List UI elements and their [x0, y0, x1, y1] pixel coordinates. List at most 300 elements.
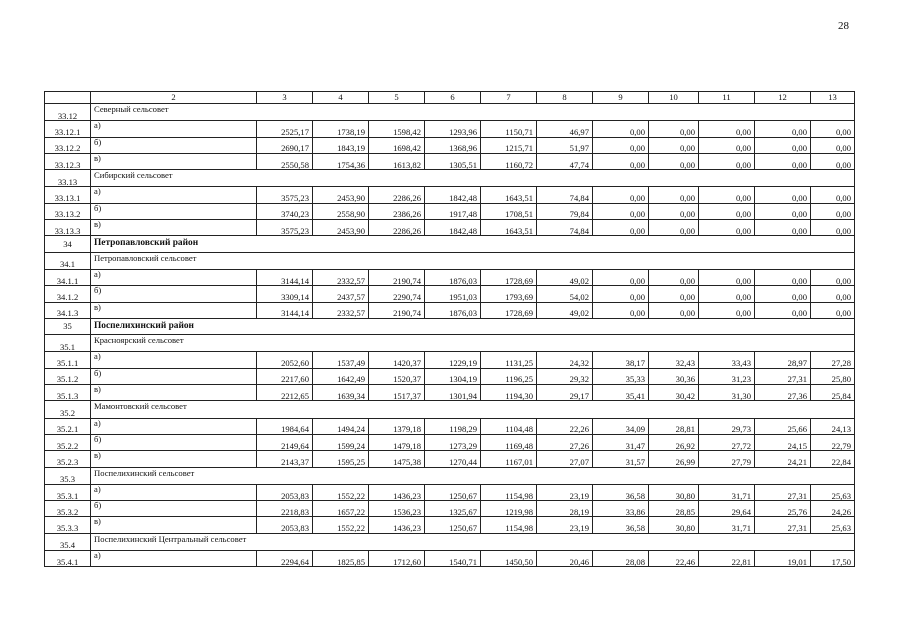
value-cell: 32,43 [649, 352, 699, 368]
value-cell: 0,00 [593, 121, 649, 137]
value-cell: 1154,98 [481, 484, 537, 500]
value-cell: 1537,49 [313, 352, 369, 368]
value-cell: 24,32 [537, 352, 593, 368]
value-cell: 1754,36 [313, 153, 369, 169]
value-cell: 19,01 [755, 551, 811, 567]
value-cell: 29,32 [537, 368, 593, 384]
value-cell: 0,00 [755, 137, 811, 153]
value-cell: 1250,67 [425, 517, 481, 533]
section-code: 35.1 [45, 335, 91, 352]
value-cell: 1450,50 [481, 551, 537, 567]
value-cell: 28,85 [649, 501, 699, 517]
value-cell: 1475,38 [369, 451, 425, 467]
value-cell: 1540,71 [425, 551, 481, 567]
value-cell: 49,02 [537, 302, 593, 318]
section-row [45, 401, 855, 418]
row-code: 35.3.1 [45, 484, 91, 500]
value-cell: 22,84 [811, 451, 855, 467]
header-cell: 6 [425, 92, 481, 104]
row-code: 34.1.2 [45, 286, 91, 302]
value-cell: 79,84 [537, 203, 593, 219]
value-cell: 1876,03 [425, 302, 481, 318]
value-cell: 27,31 [755, 368, 811, 384]
header-cell: 12 [755, 92, 811, 104]
value-cell: 2332,57 [313, 302, 369, 318]
table-row [45, 121, 855, 137]
value-cell: 2550,58 [257, 153, 313, 169]
value-cell: 1379,18 [369, 418, 425, 434]
value-cell: 1250,67 [425, 484, 481, 500]
district-name: Петропавловский район [91, 236, 855, 252]
header-row [45, 92, 855, 104]
value-cell: 27,28 [811, 352, 855, 368]
section-name: Поспелихинский сельсовет [91, 467, 855, 484]
section-name: Сибирский сельсовет [91, 170, 855, 187]
value-cell: 1301,94 [425, 385, 481, 401]
value-cell: 3740,23 [257, 203, 313, 219]
tariff-table [44, 91, 855, 567]
value-cell: 1325,67 [425, 501, 481, 517]
value-cell: 1436,23 [369, 517, 425, 533]
value-cell: 0,00 [649, 269, 699, 285]
value-cell: 1599,24 [313, 434, 369, 450]
value-cell: 29,73 [699, 418, 755, 434]
header-cell: 2 [91, 92, 257, 104]
value-cell: 31,71 [699, 517, 755, 533]
value-cell: 1552,22 [313, 517, 369, 533]
value-cell: 3575,23 [257, 220, 313, 236]
table-row [45, 269, 855, 285]
value-cell: 0,00 [811, 286, 855, 302]
value-cell: 2437,57 [313, 286, 369, 302]
value-cell: 0,00 [755, 203, 811, 219]
value-cell: 0,00 [755, 269, 811, 285]
row-code: 35.3.2 [45, 501, 91, 517]
section-row [45, 467, 855, 484]
row-code: 35.1.1 [45, 352, 91, 368]
row-label: а) [91, 551, 257, 567]
value-cell: 1642,49 [313, 368, 369, 384]
value-cell: 0,00 [811, 121, 855, 137]
value-cell: 0,00 [649, 220, 699, 236]
value-cell: 2294,64 [257, 551, 313, 567]
value-cell: 25,63 [811, 517, 855, 533]
value-cell: 1613,82 [369, 153, 425, 169]
table-row [45, 153, 855, 169]
table-body [45, 92, 855, 567]
value-cell: 27,31 [755, 484, 811, 500]
row-code: 33.12.1 [45, 121, 91, 137]
row-label: в) [91, 517, 257, 533]
value-cell: 1793,69 [481, 286, 537, 302]
value-cell: 2386,26 [369, 203, 425, 219]
value-cell: 49,02 [537, 269, 593, 285]
value-cell: 2149,64 [257, 434, 313, 450]
value-cell: 2286,26 [369, 220, 425, 236]
value-cell: 33,43 [699, 352, 755, 368]
value-cell: 2332,57 [313, 269, 369, 285]
value-cell: 3144,14 [257, 269, 313, 285]
table-row [45, 385, 855, 401]
value-cell: 2218,83 [257, 501, 313, 517]
value-cell: 0,00 [699, 187, 755, 203]
row-label: в) [91, 302, 257, 318]
value-cell: 0,00 [699, 137, 755, 153]
value-cell: 1167,01 [481, 451, 537, 467]
value-cell: 29,17 [537, 385, 593, 401]
value-cell: 36,58 [593, 484, 649, 500]
row-label: а) [91, 187, 257, 203]
header-cell-empty [45, 92, 91, 104]
value-cell: 46,97 [537, 121, 593, 137]
value-cell: 1273,29 [425, 434, 481, 450]
value-cell: 1196,25 [481, 368, 537, 384]
table-row [45, 203, 855, 219]
value-cell: 1728,69 [481, 302, 537, 318]
value-cell: 1552,22 [313, 484, 369, 500]
value-cell: 1368,96 [425, 137, 481, 153]
row-code: 35.1.2 [45, 368, 91, 384]
table-row [45, 551, 855, 567]
value-cell: 1657,22 [313, 501, 369, 517]
section-name: Мамонтовский сельсовет [91, 401, 855, 418]
value-cell: 35,41 [593, 385, 649, 401]
value-cell: 1643,51 [481, 220, 537, 236]
value-cell: 2286,26 [369, 187, 425, 203]
value-cell: 2453,90 [313, 220, 369, 236]
value-cell: 2190,74 [369, 269, 425, 285]
value-cell: 24,26 [811, 501, 855, 517]
row-label: а) [91, 418, 257, 434]
header-cell: 11 [699, 92, 755, 104]
value-cell: 74,84 [537, 187, 593, 203]
row-code: 35.2.2 [45, 434, 91, 450]
value-cell: 36,58 [593, 517, 649, 533]
value-cell: 0,00 [699, 302, 755, 318]
section-row [45, 170, 855, 187]
value-cell: 1643,51 [481, 187, 537, 203]
table-row [45, 286, 855, 302]
section-code: 35.2 [45, 401, 91, 418]
value-cell: 0,00 [811, 220, 855, 236]
value-cell: 0,00 [755, 121, 811, 137]
value-cell: 1420,37 [369, 352, 425, 368]
row-label: б) [91, 434, 257, 450]
value-cell: 0,00 [755, 153, 811, 169]
row-label: в) [91, 385, 257, 401]
value-cell: 34,09 [593, 418, 649, 434]
value-cell: 2453,90 [313, 187, 369, 203]
value-cell: 28,19 [537, 501, 593, 517]
section-code: 33.12 [45, 104, 91, 121]
value-cell: 1219,98 [481, 501, 537, 517]
value-cell: 1215,71 [481, 137, 537, 153]
value-cell: 1520,37 [369, 368, 425, 384]
value-cell: 25,76 [755, 501, 811, 517]
value-cell: 0,00 [593, 269, 649, 285]
district-row [45, 236, 855, 252]
row-label: а) [91, 269, 257, 285]
value-cell: 27,36 [755, 385, 811, 401]
value-cell: 0,00 [699, 203, 755, 219]
page-number: 28 [838, 20, 849, 32]
table-row [45, 501, 855, 517]
value-cell: 2052,60 [257, 352, 313, 368]
section-row [45, 252, 855, 269]
section-name: Петропавловский сельсовет [91, 252, 855, 269]
row-label: в) [91, 153, 257, 169]
value-cell: 1984,64 [257, 418, 313, 434]
row-code: 33.13.1 [45, 187, 91, 203]
value-cell: 0,00 [649, 187, 699, 203]
row-label: б) [91, 368, 257, 384]
row-label: а) [91, 484, 257, 500]
value-cell: 31,71 [699, 484, 755, 500]
value-cell: 1131,25 [481, 352, 537, 368]
row-code: 35.3.3 [45, 517, 91, 533]
value-cell: 23,19 [537, 484, 593, 500]
section-row [45, 533, 855, 550]
row-label: б) [91, 286, 257, 302]
section-name: Красноярский сельсовет [91, 335, 855, 352]
row-code: 35.1.3 [45, 385, 91, 401]
value-cell: 1842,48 [425, 187, 481, 203]
value-cell: 25,84 [811, 385, 855, 401]
section-code: 35.3 [45, 467, 91, 484]
value-cell: 1479,18 [369, 434, 425, 450]
value-cell: 1639,34 [313, 385, 369, 401]
value-cell: 28,08 [593, 551, 649, 567]
header-cell: 4 [313, 92, 369, 104]
row-label: в) [91, 220, 257, 236]
value-cell: 47,74 [537, 153, 593, 169]
value-cell: 1595,25 [313, 451, 369, 467]
value-cell: 25,66 [755, 418, 811, 434]
value-cell: 0,00 [811, 137, 855, 153]
value-cell: 3309,14 [257, 286, 313, 302]
value-cell: 2690,17 [257, 137, 313, 153]
header-cell: 7 [481, 92, 537, 104]
section-row [45, 335, 855, 352]
value-cell: 1698,42 [369, 137, 425, 153]
value-cell: 38,17 [593, 352, 649, 368]
value-cell: 1150,71 [481, 121, 537, 137]
value-cell: 0,00 [811, 187, 855, 203]
value-cell: 1951,03 [425, 286, 481, 302]
district-code: 35 [45, 318, 91, 334]
value-cell: 1270,44 [425, 451, 481, 467]
value-cell: 25,63 [811, 484, 855, 500]
value-cell: 1598,42 [369, 121, 425, 137]
row-label: а) [91, 352, 257, 368]
table-row [45, 368, 855, 384]
value-cell: 0,00 [649, 121, 699, 137]
value-cell: 27,07 [537, 451, 593, 467]
row-label: б) [91, 501, 257, 517]
header-cell: 8 [537, 92, 593, 104]
value-cell: 0,00 [811, 203, 855, 219]
value-cell: 26,99 [649, 451, 699, 467]
value-cell: 3575,23 [257, 187, 313, 203]
value-cell: 0,00 [811, 302, 855, 318]
row-code: 33.13.2 [45, 203, 91, 219]
value-cell: 0,00 [811, 153, 855, 169]
value-cell: 1825,85 [313, 551, 369, 567]
value-cell: 28,81 [649, 418, 699, 434]
value-cell: 2525,17 [257, 121, 313, 137]
value-cell: 0,00 [699, 220, 755, 236]
value-cell: 1305,51 [425, 153, 481, 169]
value-cell: 74,84 [537, 220, 593, 236]
value-cell: 0,00 [699, 153, 755, 169]
value-cell: 22,81 [699, 551, 755, 567]
value-cell: 1229,19 [425, 352, 481, 368]
value-cell: 31,30 [699, 385, 755, 401]
header-cell: 13 [811, 92, 855, 104]
value-cell: 22,46 [649, 551, 699, 567]
row-code: 35.2.1 [45, 418, 91, 434]
header-cell: 3 [257, 92, 313, 104]
value-cell: 2558,90 [313, 203, 369, 219]
table-row [45, 220, 855, 236]
row-label: б) [91, 137, 257, 153]
section-row [45, 104, 855, 121]
value-cell: 24,13 [811, 418, 855, 434]
district-row [45, 318, 855, 334]
district-code: 34 [45, 236, 91, 252]
value-cell: 0,00 [755, 187, 811, 203]
value-cell: 1104,48 [481, 418, 537, 434]
value-cell: 0,00 [593, 187, 649, 203]
header-cell: 10 [649, 92, 699, 104]
value-cell: 30,80 [649, 517, 699, 533]
value-cell: 1169,48 [481, 434, 537, 450]
value-cell: 24,21 [755, 451, 811, 467]
table-row [45, 484, 855, 500]
value-cell: 1517,37 [369, 385, 425, 401]
value-cell: 0,00 [593, 137, 649, 153]
table-row [45, 418, 855, 434]
value-cell: 31,57 [593, 451, 649, 467]
value-cell: 2217,60 [257, 368, 313, 384]
value-cell: 0,00 [755, 286, 811, 302]
value-cell: 1738,19 [313, 121, 369, 137]
value-cell: 30,42 [649, 385, 699, 401]
value-cell: 1293,96 [425, 121, 481, 137]
value-cell: 31,23 [699, 368, 755, 384]
value-cell: 2053,83 [257, 484, 313, 500]
value-cell: 23,19 [537, 517, 593, 533]
value-cell: 35,33 [593, 368, 649, 384]
row-code: 33.12.3 [45, 153, 91, 169]
value-cell: 2190,74 [369, 302, 425, 318]
row-label: а) [91, 121, 257, 137]
value-cell: 1160,72 [481, 153, 537, 169]
value-cell: 27,79 [699, 451, 755, 467]
value-cell: 1304,19 [425, 368, 481, 384]
table-row [45, 451, 855, 467]
value-cell: 0,00 [649, 302, 699, 318]
row-code: 34.1.3 [45, 302, 91, 318]
value-cell: 31,47 [593, 434, 649, 450]
value-cell: 1436,23 [369, 484, 425, 500]
section-code: 35.4 [45, 533, 91, 550]
value-cell: 0,00 [649, 203, 699, 219]
row-code: 33.12.2 [45, 137, 91, 153]
value-cell: 17,50 [811, 551, 855, 567]
table-row [45, 517, 855, 533]
section-name: Поспелихинский Центральный сельсовет [91, 533, 855, 550]
value-cell: 1843,19 [313, 137, 369, 153]
value-cell: 1728,69 [481, 269, 537, 285]
value-cell: 0,00 [699, 269, 755, 285]
value-cell: 33,86 [593, 501, 649, 517]
table-row [45, 434, 855, 450]
section-code: 33.13 [45, 170, 91, 187]
table-row [45, 137, 855, 153]
value-cell: 29,64 [699, 501, 755, 517]
section-name: Северный сельсовет [91, 104, 855, 121]
value-cell: 27,26 [537, 434, 593, 450]
value-cell: 1536,23 [369, 501, 425, 517]
value-cell: 2212,65 [257, 385, 313, 401]
value-cell: 27,72 [699, 434, 755, 450]
value-cell: 30,36 [649, 368, 699, 384]
value-cell: 0,00 [593, 220, 649, 236]
district-name: Поспелихинский район [91, 318, 855, 334]
value-cell: 0,00 [755, 302, 811, 318]
value-cell: 2053,83 [257, 517, 313, 533]
header-cell: 5 [369, 92, 425, 104]
value-cell: 0,00 [755, 220, 811, 236]
value-cell: 28,97 [755, 352, 811, 368]
value-cell: 1917,48 [425, 203, 481, 219]
value-cell: 24,15 [755, 434, 811, 450]
value-cell: 1712,60 [369, 551, 425, 567]
value-cell: 51,97 [537, 137, 593, 153]
row-label: б) [91, 203, 257, 219]
value-cell: 1194,30 [481, 385, 537, 401]
value-cell: 25,80 [811, 368, 855, 384]
row-label: в) [91, 451, 257, 467]
header-cell: 9 [593, 92, 649, 104]
value-cell: 0,00 [811, 269, 855, 285]
value-cell: 0,00 [593, 286, 649, 302]
value-cell: 27,31 [755, 517, 811, 533]
row-code: 35.4.1 [45, 551, 91, 567]
value-cell: 26,92 [649, 434, 699, 450]
value-cell: 0,00 [699, 286, 755, 302]
value-cell: 22,79 [811, 434, 855, 450]
table-row [45, 302, 855, 318]
value-cell: 1494,24 [313, 418, 369, 434]
value-cell: 2290,74 [369, 286, 425, 302]
value-cell: 3144,14 [257, 302, 313, 318]
value-cell: 0,00 [649, 137, 699, 153]
value-cell: 0,00 [649, 286, 699, 302]
row-code: 34.1.1 [45, 269, 91, 285]
value-cell: 54,02 [537, 286, 593, 302]
value-cell: 1154,98 [481, 517, 537, 533]
table-row [45, 352, 855, 368]
value-cell: 0,00 [699, 121, 755, 137]
section-code: 34.1 [45, 252, 91, 269]
value-cell: 1708,51 [481, 203, 537, 219]
value-cell: 0,00 [593, 153, 649, 169]
value-cell: 2143,37 [257, 451, 313, 467]
value-cell: 0,00 [649, 153, 699, 169]
value-cell: 20,46 [537, 551, 593, 567]
